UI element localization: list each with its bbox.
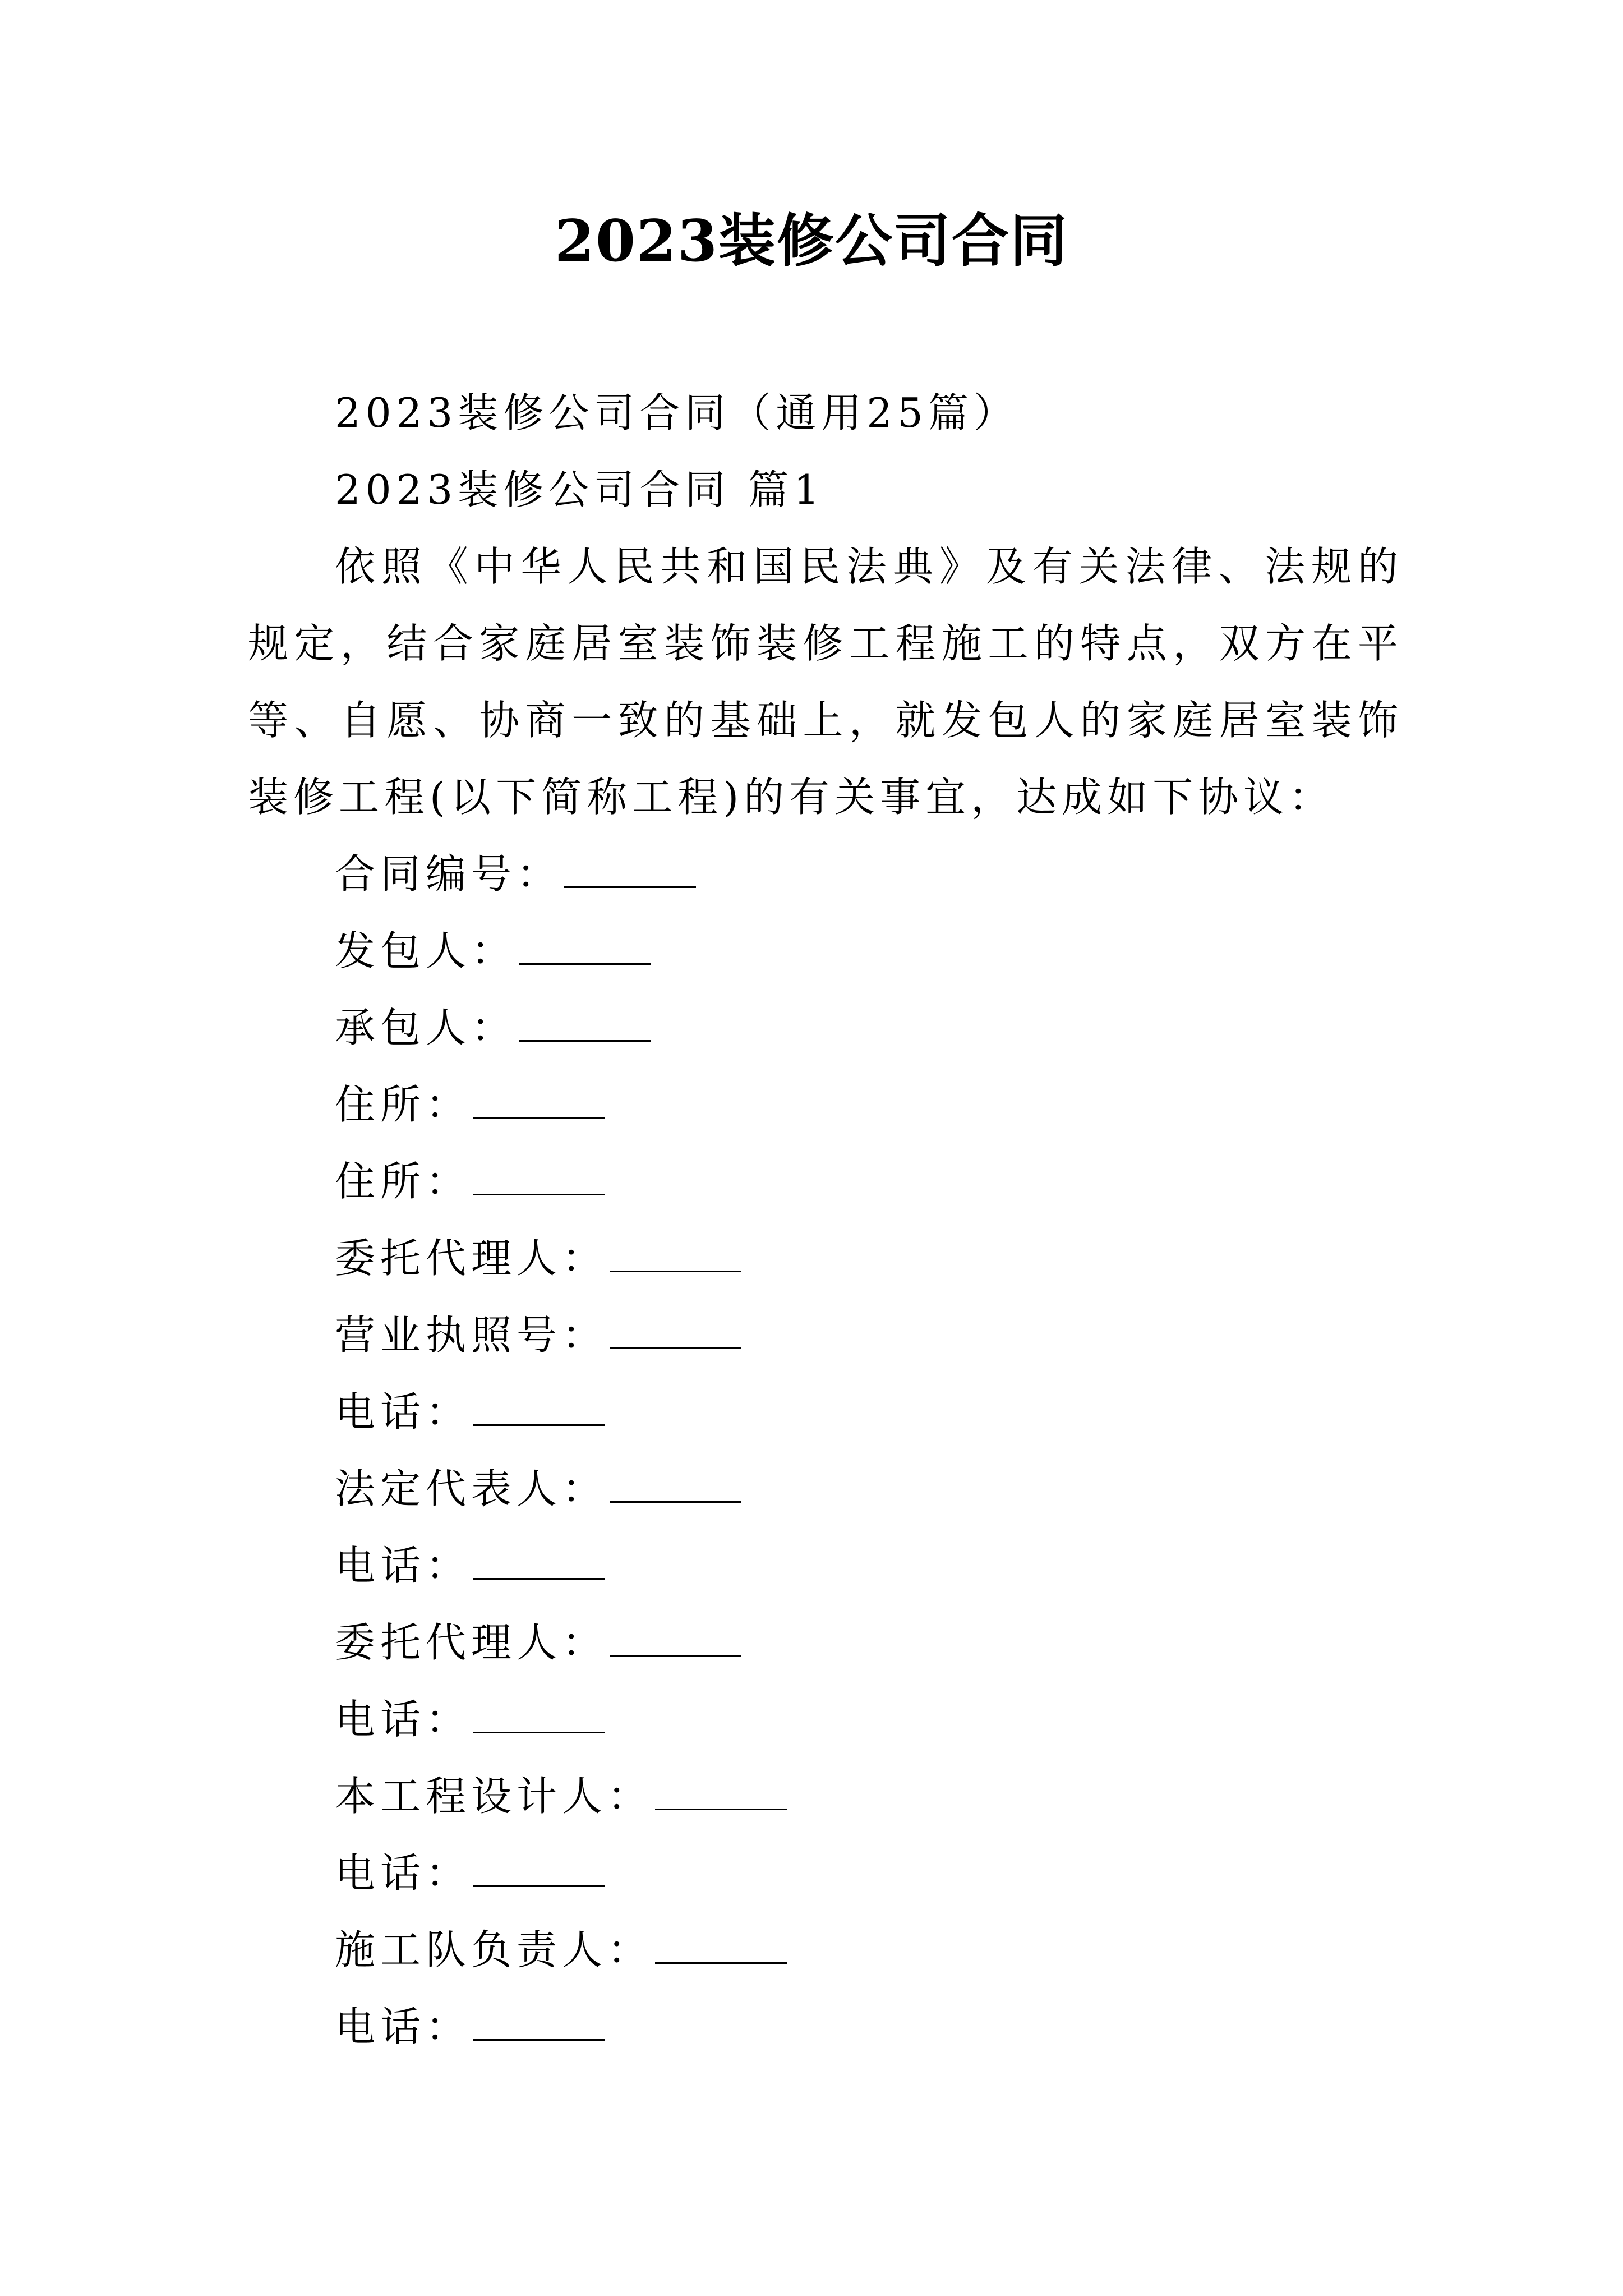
document-body: [248, 375, 1403, 2065]
field-business-license: [248, 1297, 1403, 1374]
blank-line: [655, 1929, 787, 1964]
blank-line: [473, 1698, 605, 1733]
field-label: 承包人：: [335, 1004, 517, 1051]
intro-paragraph: 依照《中华人民共和国民法典》及有关法律、法规的规定，结合家庭居室装饰装修工程施工的特点，双方在平等、自愿、协商一致的基础上，就发包人的家庭居室装饰装修工程(以下简称工程)的有关事宜，达成如下协议：: [248, 543, 1403, 821]
blank-line: [473, 1544, 605, 1580]
blank-line: [519, 1006, 651, 1042]
field-phone-2: [248, 1527, 1403, 1604]
field-label: 本工程设计人：: [335, 1773, 653, 1820]
field-phone-4: [248, 1835, 1403, 1912]
blank-line: [564, 853, 696, 888]
field-phone-3: [248, 1681, 1403, 1758]
field-address-1: [248, 1066, 1403, 1143]
blank-line: [519, 930, 651, 965]
field-label: 住所：: [335, 1081, 472, 1128]
field-phone-5: [248, 1989, 1403, 2065]
field-label: 电话：: [335, 1388, 472, 1435]
field-label: 住所：: [335, 1158, 472, 1205]
field-label: 营业执照号：: [335, 1312, 608, 1359]
blank-line: [610, 1621, 741, 1657]
field-label: 电话：: [335, 2003, 472, 2050]
section-heading: 2023装修公司合同 篇1: [335, 466, 824, 513]
field-phone-1: [248, 1374, 1403, 1451]
field-agent-1: [248, 1220, 1403, 1297]
blank-line: [473, 1083, 605, 1119]
blank-line: [473, 2005, 605, 2041]
blank-line: [655, 1775, 787, 1810]
field-address-2: [248, 1143, 1403, 1220]
field-label: 施工队负责人：: [335, 1926, 653, 1973]
subtitle: 2023装修公司合同（通用25篇）: [335, 389, 1019, 436]
blank-line: [610, 1314, 741, 1349]
field-label: 委托代理人：: [335, 1619, 608, 1666]
field-label: 法定代表人：: [335, 1465, 608, 1512]
field-label: 委托代理人：: [335, 1235, 608, 1282]
field-label: 发包人：: [335, 927, 517, 974]
field-label: 合同编号：: [335, 850, 562, 898]
field-designer: [248, 1758, 1403, 1835]
field-contractor: [248, 990, 1403, 1066]
field-contract-number: [248, 836, 1403, 913]
blank-line: [473, 1160, 605, 1195]
field-employer: [248, 913, 1403, 990]
field-label: 电话：: [335, 1849, 472, 1897]
blank-line: [473, 1391, 605, 1426]
field-crew-leader: [248, 1912, 1403, 1989]
field-agent-2: [248, 1604, 1403, 1681]
field-label: 电话：: [335, 1542, 472, 1589]
document-title: 2023装修公司合同: [555, 208, 1068, 275]
field-label: 电话：: [335, 1696, 472, 1743]
blank-line: [473, 1852, 605, 1887]
blank-line: [610, 1467, 741, 1503]
field-legal-rep: [248, 1451, 1403, 1527]
blank-line: [610, 1237, 741, 1272]
